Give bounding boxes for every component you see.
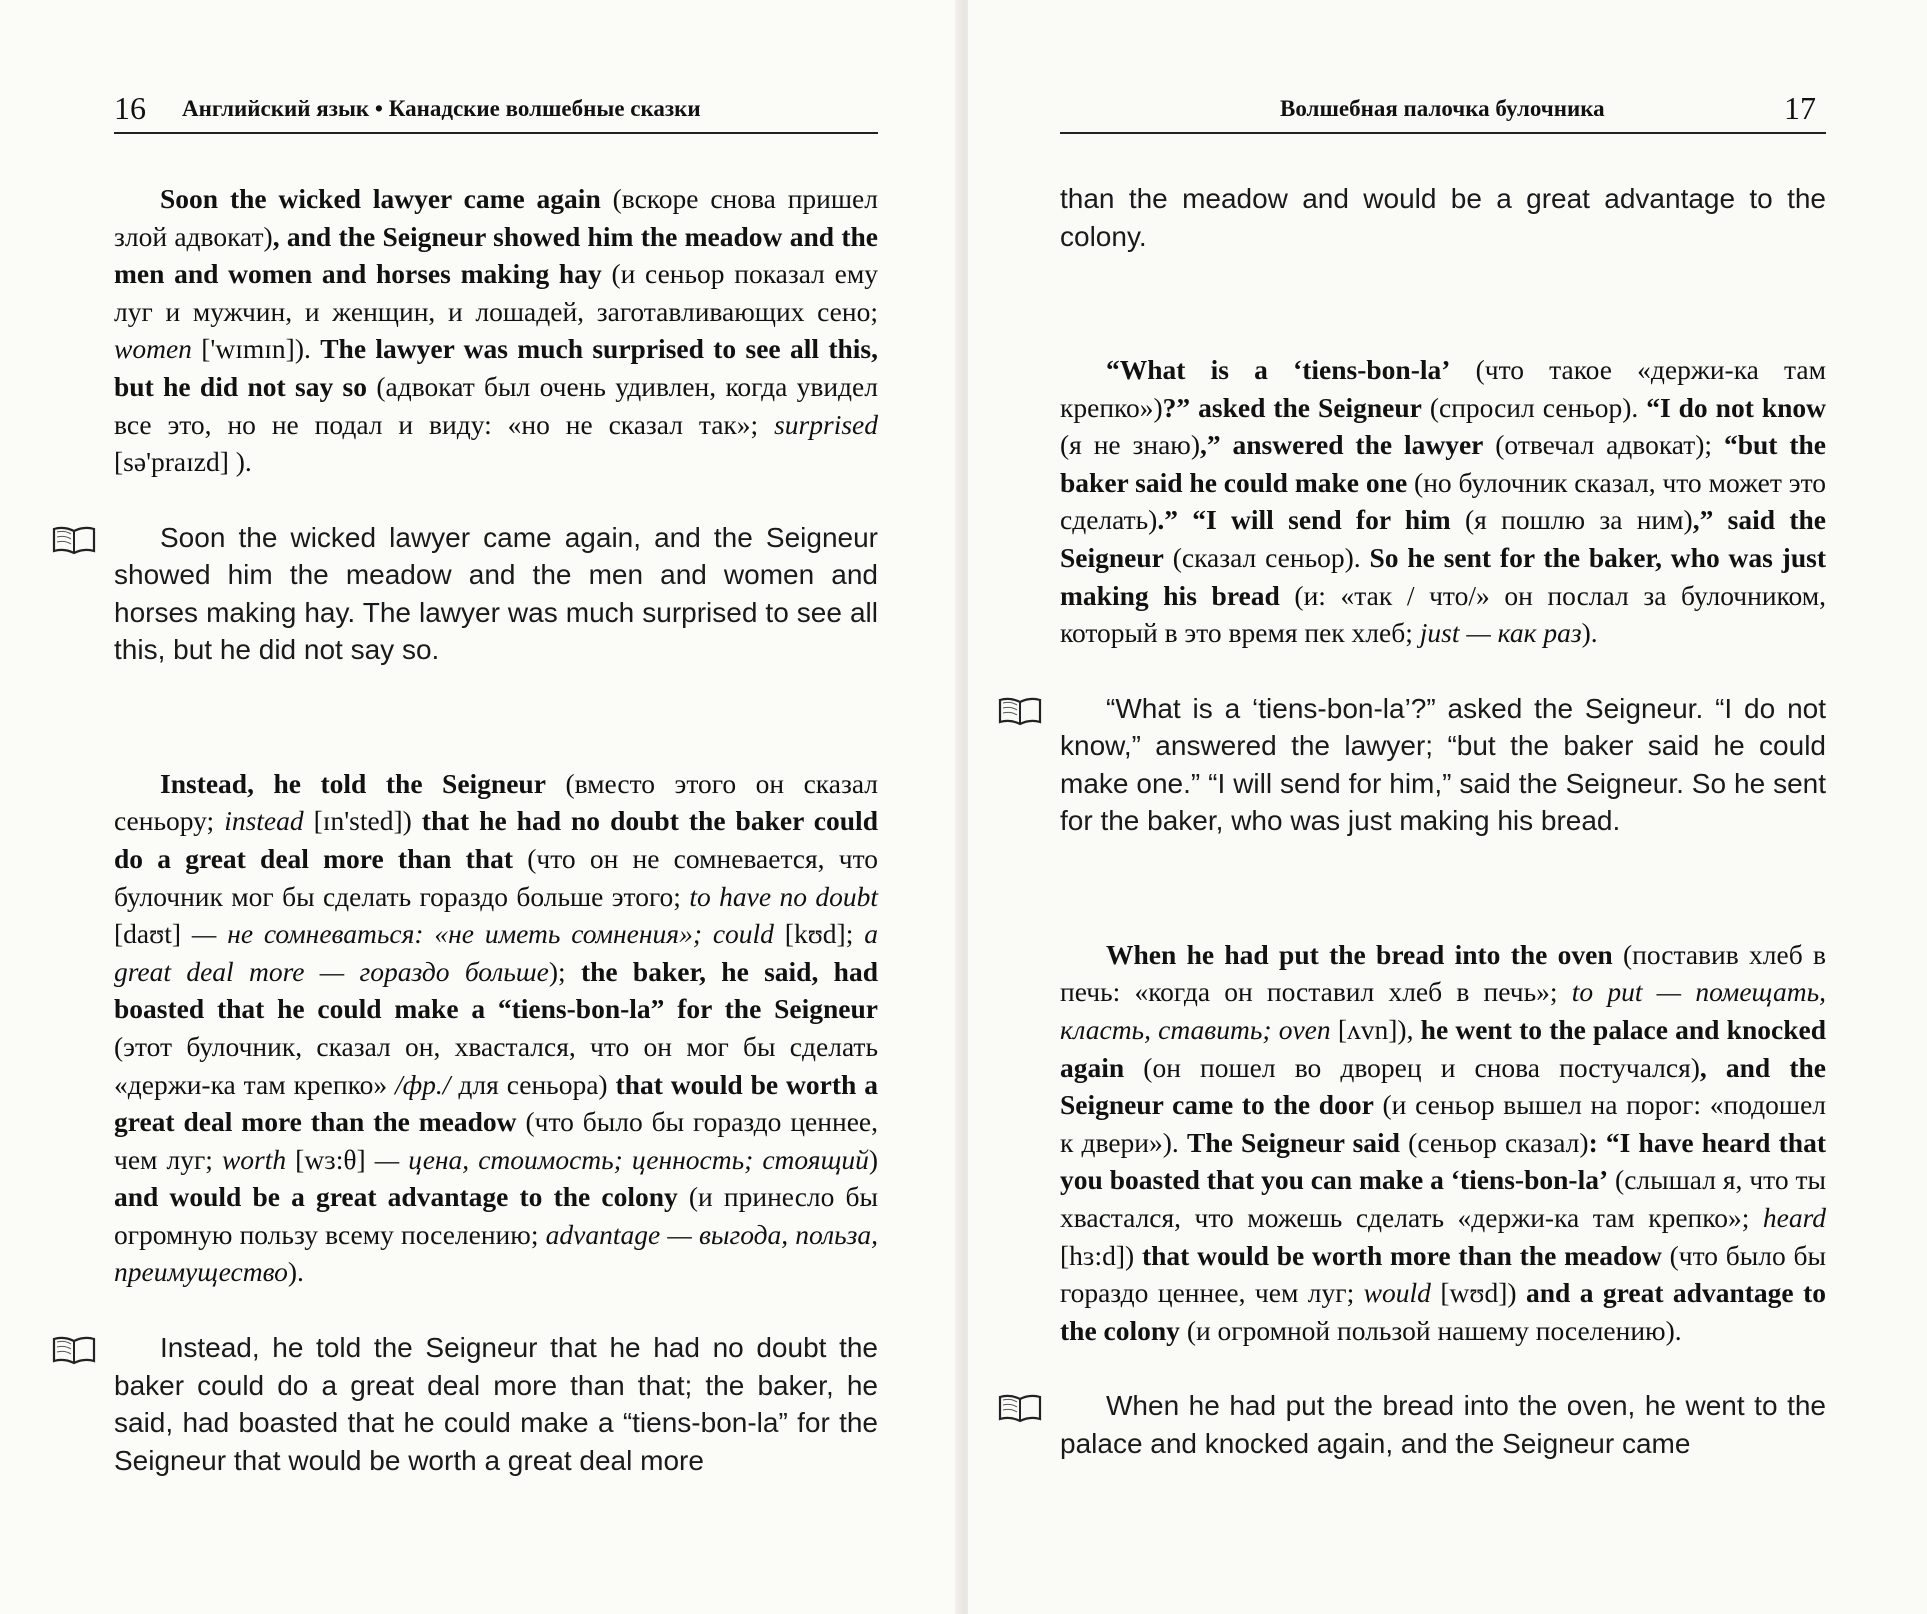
annotated-paragraph: Soon the wicked lawyer came again (вскоре снова пришел злой адвокат), and the Seigneur showed him the meadow and the men and women and horses making hay (и сеньор показал ему луг и мужчин, и женщин, и лошадей, заготавливающих сено; women ['wɪmɪn]). The lawyer was much surprised to see all this, but he did not say so (адвокат был очень удивлен, когда увидел все это, но не подал и виду: «но не сказал так»; surprised [sə'praɪzd] ). [114,183,878,478]
open-book-icon [998,1393,1042,1423]
annotated-paragraph: Instead, he told the Seigneur (вместо этого он сказал сеньору; instead [ɪn'sted]) that he had no doubt the baker could do a great deal more than that (что он не сомневается, что булочник мог бы сделать гораздо больше этого; to have no doubt [daʊt] — не сомневаться: «не иметь сомнения»; could [kʊd]; a great deal more — гораздо больше); the baker, he said, had boasted that he could make a “tiens-bon-la” for the Seigneur (этот булочник, сказал он, хвастался, что он мог бы сделать «держи-ка там крепко» /фр./ для сеньора) that would be worth a great deal more than the meadow (что было бы гораздо ценнее, чем луг; worth [wɜ:θ] — цена, стоимость; ценность; стоящий) and would be a great advantage to the colony (и принесло бы огромную пользу всему поселению; advantage — выгода, польза, преимущество). [114,767,878,1288]
left-text-column [114,180,878,1479]
right-text-column [1060,180,1826,1462]
translation-paragraph: “What is a ‘tiens-bon-la’?” asked the Seigneur. “I do not know,” answered the lawyer; “but the baker said he could make one.” “I will send for him,” said the Seigneur. So he sent for the baker, who was just making his bread. [1060,690,1826,840]
open-book-icon [52,1335,96,1365]
page-number: 17 [1784,90,1816,126]
translation-paragraph-continued: than the meadow and would be a great advantage to the colony. [1060,183,1826,252]
translation-paragraph: Soon the wicked lawyer came again, and the Seigneur showed him the meadow and the men and women and horses making hay. The lawyer was much surprised to see all this, but he did not say so. [114,519,878,669]
left-page [0,0,960,1614]
right-page-header [1060,88,1826,134]
annotated-paragraph: When he had put the bread into the oven (поставив хлеб в печь: «когда он поставил хлеб в печь»; to put — помещать, класть, ставить; oven [ʌvn]), he went to the palace and knocked again (он пошел во дворец и снова постучался), and the Seigneur came to the door (и сеньор вышел на порог: «подошел к двери»). The Seigneur said (сеньор сказал): “I have heard that you boasted that you can make a ‘tiens-bon-la’ (слышал я, что ты хвастался, что можешь сделать «держи-ка там крепко»; heard [hɜ:d]) that would be worth more than the meadow (что было бы гораздо ценнее, чем луг; would [wʊd]) and a great advantage to the colony (и огромной пользой нашему поселению). [1060,938,1827,1346]
running-title: Английский язык • Канадские волшебные сказки [182,96,701,121]
open-book-icon [998,696,1042,726]
translation-paragraph: Instead, he told the Seigneur that he had no doubt the baker could do a great deal more than that; the baker, he said, had boasted that he could make a “tiens-bon-la” for the Seigneur that would be worth a great deal more [114,1329,878,1479]
running-title: Волшебная палочка булочника [1280,96,1605,121]
translation-paragraph: When he had put the bread into the oven, he went to the palace and knocked again, and the Seigneur came [1060,1387,1826,1462]
left-page-header [114,88,878,134]
page-number: 16 [114,90,146,126]
annotated-paragraph: “What is a ‘tiens-bon-la’ (что такое «держи-ка там крепко»)?” asked the Seigneur (спросил сеньор). “I do not know (я не знаю),” answered the lawyer (отвечал адвокат); “but the baker said he could make one (но булочник сказал, что может это сделать).” “I will send for him (я пошлю за ним),” said the Seigneur (сказал сеньор). So he sent for the baker, who was just making his bread (и: «так / что/» он послал за булочником, который в это время пек хлеб; just — как раз). [1060,354,1827,649]
open-book-icon [52,525,96,555]
right-page [968,0,1927,1614]
